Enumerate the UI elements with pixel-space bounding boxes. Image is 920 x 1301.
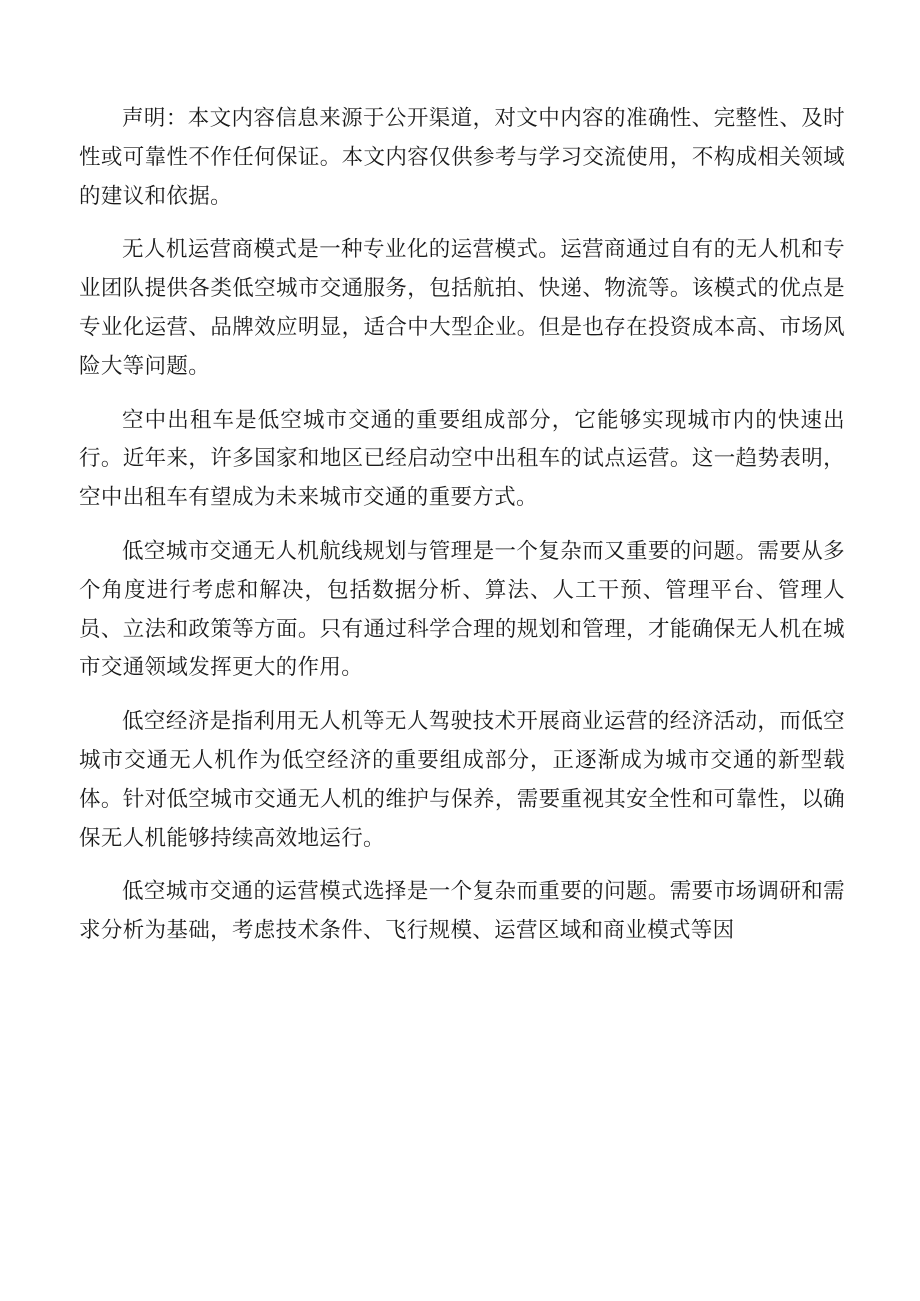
- body-paragraph: 低空城市交通无人机航线规划与管理是一个复杂而又重要的问题。需要从多个角度进行考虑和解决，包括数据分析、算法、人工干预、管理平台、管理人员、立法和政策等方面。只有通过科学合理的规划和管理，才能确保无人机在城市交通领域发挥更大的作用。: [79, 538, 845, 681]
- body-paragraph: 低空经济是指利用无人机等无人驾驶技术开展商业运营的经济活动，而低空城市交通无人机作为低空经济的重要组成部分，正逐渐成为城市交通的新型载体。针对低空城市交通无人机的维护与保养，需要重视其安全性和可靠性，以确保无人机能够持续高效地运行。: [79, 709, 845, 851]
- body-paragraph: 空中出租车是低空城市交通的重要组成部分，它能够实现城市内的快速出行。近年来，许多国家和地区已经启动空中出租车的试点运营。这一趋势表明，空中出租车有望成为未来城市交通的重要方式。: [79, 407, 845, 511]
- document-body: [79, 100, 845, 966]
- body-paragraph: 低空城市交通的运营模式选择是一个复杂而重要的问题。需要市场调研和需求分析为基础，考虑技术条件、飞行规模、运营区域和商业模式等因: [79, 879, 845, 944]
- disclaimer-paragraph: 声明：本文内容信息来源于公开渠道，对文中内容的准确性、完整性、及时性或可靠性不作任何保证。本文内容仅供参考与学习交流使用，不构成相关领域的建议和依据。: [79, 106, 845, 209]
- body-paragraph: 无人机运营商模式是一种专业化的运营模式。运营商通过自有的无人机和专业团队提供各类低空城市交通服务，包括航拍、快递、物流等。该模式的优点是专业化运营、品牌效应明显，适合中大型企业。但是也存在投资成本高、市场风险大等问题。: [79, 237, 845, 379]
